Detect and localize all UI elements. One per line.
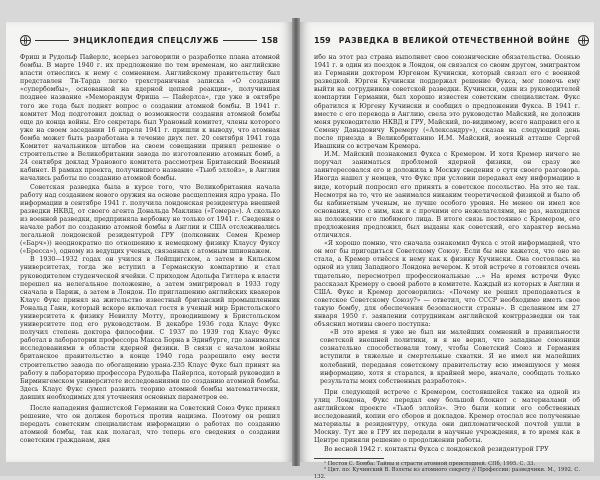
globe-icon — [578, 35, 589, 46]
left-body-text — [20, 54, 280, 446]
paragraph: После нападения фашистской Германии на Советский Союз Фукс принял решение, что он должен бороться против нацизма. Поэтому он решил передать советским специалистам информацию о работах по созданию атомной бомбы, так как полагал, что теперь его сведения о создании советским гражданам, дня — [20, 405, 280, 445]
paragraph: В 1930—1932 годах он учился в Лейпцигском, а затем в Кильском университетах, тогда же вступил в Германскую компартию и стал руководителем студенческой ячейки. С приходом Адольфа Гитлера к власти перешел на нелегальное положение, а затем эмигрировал в 1933 году сначала в Париж, а затем в Лондон. По приглашению английских квакеров Клаус Фукс принял на жительство известный британский промышленник Рональд Ганн, который вскоре включал гостя в ученый мир Бристольского университета к физику Невиллу Мотту, проводившему в Бристольском университете под его руководством. В декабре 1936 года Клаус Фукс получил степень доктора философии. С 1937 по 1939 год Клаус Фукс работал в лаборатории профессора Макса Борна в Эдинбурге, где занимался исследованиями в области ядерной физики. В связи с началом войны британское правительство в конце 1940 года разрешило ему вести строительство завода по обогащению урана-235 Клаус Фукс был принят на работу в лабораторию профессора Рудольфа Пайерлса, который руководил в Бирмингемском университете исследованиями по созданию атомной бомбы. Здесь Клаус Фукс сумел развить теорию атомной бомбы математически, давших необходимых для уточнения основных параметров ее. — [20, 256, 280, 401]
right-page — [300, 22, 594, 480]
paragraph: ибо на этот раз страна выполняет свое союзнические обязательства. Осенью 1941 г. в один из поездок в Лондон, он связался со своим другом, эмигрантом из Германии доктором Юргеном Кучински, который связал его с военной разведкой. Юрген Кучински поддержал решение Фукса, мог помочь ему выйти на сотрудников советской разведки. Кучински, один из руководителей компартии Германии, был хорошо известен советским специалистам. Фукс обратился к Юргену Кучински и сообщил о предложении Фукса. В 1941 г. вместе с его перевода в Англию, свела это руководство Майский, не доложив меня руководителю НКВД и ГРУ, Майский, по-видимому, всего направил его к Семену Давыдовичу Кремеру («Александру»), сказав на следующий день после приезда в Великобританию И.М. Майский, военный атташе Сергей Ивашкин со встречам Кремера. — [314, 54, 580, 151]
paragraph: И.М. Майский познакомил Фукса с Кремером. И хотя Кремер ничего не поручал заниматься проблемой ядерной физики, он сразу же заинтересовался его и доложила в Москву сведения о сути своего разговора. Иногда нашел у немцев, что Фукс при условии передавал ему информацию в виде, который попросил его принять в советское посольство. На это не так. Несмотря на то, что не занимался никаким теоретической физикой и было об бы кабинетным ученым, не лучше особого уровня. Не менее он имел все основания, что с ним, как и с прочими его нежелателями, не раз, находился на положении его любимого лица. В итоге связь постоянно с Кремером, его предложения предложил, был выданы как советский, его характер весьма отличился. — [314, 151, 580, 240]
left-running-header — [20, 32, 278, 48]
footnote-rule — [314, 458, 384, 459]
globe-icon — [20, 35, 31, 46]
footnote: ¹ Пестов С. Бомба: Тайны и страсти атомной преисподней. СПб, 1995. С. 33. — [324, 460, 536, 467]
paragraph: Фриш и Рудольф Пайерлс, всерьез заговорили о разработке плана атомной бомбы. В марте 1940 г. их предложение по тем временам, но английские власти отнеслись к нему с сомнением. Английскому правительству был представлен Ти-Тарда легко трехстраничная записка «О создании «супербомбы», основанной на ядерной цепной реакции», получившая позднее название «Меморандум Фриша — Пайерлса», где уже в октябре того же года был поднят вопрос о создании атомной бомбы. В 1941 г. комитет Мод подготовил доклад о возможности создания атомной бомбы еще до конца войны. Его секретарь был Урановый комитет, члены которого уже на своем заседании 16 апреля 1941 г. пришли к выводу, что атомная бомба может быть разработана в течение двух лет. 20 сентября 1941 года Комитет начальников штабов на своем совещании принял решение о строительстве в Великобритании завода по изготовлению атомных бомб, а 24 сентября доклад Уранового комитета рассмотрен Британский Военный кабинет. В рамках проекта, получившего название «Тьюб эллойз», в Англии начались работы по созданию атомной бомбы. — [20, 54, 280, 183]
left-page-number: 158 — [261, 35, 278, 45]
left-page — [6, 22, 292, 462]
right-running-header — [314, 32, 580, 48]
paragraph: Советская разведка была в курсе того, что Великобритания начала работу над созданием нового оружия на основе расщепления ядра урана. По информации в сентябре 1941 г. получила лондонская резидентура внешней разведки НКВД, от своего агента Дональда Маклина («Гомера»). А сколько из военной разведки, предприняла вербовку не только от 1941 г. Сведения о начале работ по созданию атомной бомбы в Англии и США отслеживались легальной лондонской резидентурой ГРУ (полковник Семен Кремер («Барч»)) неоднократно по отношению к немецкому физику Клаусу Фуксу («Бресса»), одному из ведущих ученых, связанных с атомным шпионажем. — [20, 183, 280, 256]
paragraph: «Я хорошо помню, что сначала ознакомил Фукса с этой информацией, что он мог бы пригодиться Советскому Союзу. Если бы мне кажется, что оно не стала, а Кремер отнёсся к нему как к физику Кучински. Она состоялась на одной из улиц Западного Лондона вечером. К этой встрече я готовился очень тщательно, пересмотрел профессиональные ...» На время встречи Фукс рассказал Кремеру о своей работе в комитете. Каждый из которых в Англии и США. Фукс и Кремер договорились: «Почему не решил преподаваться в советское Советскому Союзу?» — ответил, что СССР необходимо иметь свое такую бомбу, для обеспечения безопасности страны». В сделанном им 27 января 1950 г. заявлении сотрудникам английской контрразведки он так объяснил мотивы своего поступка: — [314, 240, 580, 329]
footnote: ² Цит. по: Кучинский В. Взлеты из атомного секрету // Профессии: разведчики. М., 1992. С. 132. — [314, 467, 580, 480]
book-gutter — [292, 18, 300, 466]
right-body-text — [314, 54, 580, 480]
header-rule — [35, 40, 69, 41]
right-page-number: 159 — [314, 35, 331, 45]
paragraph: При следующей встрече с Кремером, состоявшейся также на одной из улиц Лондона, Фукс передал ему большой блокнот с материалами об английском проекте «Тьюб эллойз». Это были копии его собственных исследований, копии его сборов и докладов. Кремер отослал все полученные материалы в резидентуру, откуда они дипломатической почтой ушли в Москву. Тут же в ГРУ их передали в научные учреждения, в то время как в Центре приняли решение о продолжении работы. — [314, 388, 580, 445]
left-running-head: ЭНЦИКЛОПЕДИЯ СПЕЦСЛУЖБ — [73, 35, 220, 45]
header-rule — [223, 40, 257, 41]
right-running-head: РАЗВЕДКА В ВЕЛИКОЙ ОТЕЧЕСТВЕННОЙ ВОЙНЕ — [338, 35, 571, 45]
quote-paragraph: «В это время я уже не был ни малейших сомнений в правильности советской внешней политики, и я не верил, что западные союзники сознательно способствовали тому, чтобы Советский Союз и Германия вступили в тяжелые и смертельные схватки. Я не имел ни малейших колебаний, передавая советскому правительству всю имевшуюся у меня информацию, хотя я старался, в крайней мере, вначале, сообщать только результаты моих собственных разработок». — [320, 329, 580, 385]
paragraph: Во весной 1942 г. контакты Фукса с лондонской резидентурой ГРУ — [324, 445, 549, 453]
